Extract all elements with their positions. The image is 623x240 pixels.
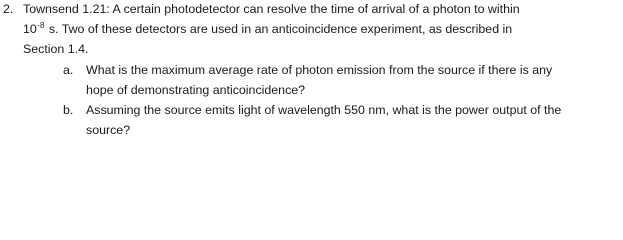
problem-line-2 bbox=[23, 21, 512, 39]
problem-number: 2. bbox=[3, 2, 14, 16]
problem-line-3: Section 1.4. bbox=[23, 42, 89, 56]
part-a-line-1: What is the maximum average rate of photon emission from the source if there is any bbox=[86, 63, 553, 77]
part-b-label: b. bbox=[63, 103, 74, 117]
problem-line-1: Townsend 1.21: A certain photodetector can resolve the time of arrival of a photon to within bbox=[23, 2, 520, 16]
part-b-line-2: source? bbox=[86, 123, 131, 137]
part-a-line-2: hope of demonstrating anticoincidence? bbox=[86, 83, 306, 97]
exponent-superscript: -8 bbox=[37, 21, 45, 30]
part-b-line-1: Assuming the source emits light of wavelength 550 nm, what is the power output of the bbox=[86, 103, 562, 117]
part-a-label: a. bbox=[63, 63, 74, 77]
problem-line-2-text: s. Two of these detectors are used in an anticoincidence experiment, as described in bbox=[45, 22, 513, 36]
exponent-base: 10 bbox=[23, 22, 37, 36]
